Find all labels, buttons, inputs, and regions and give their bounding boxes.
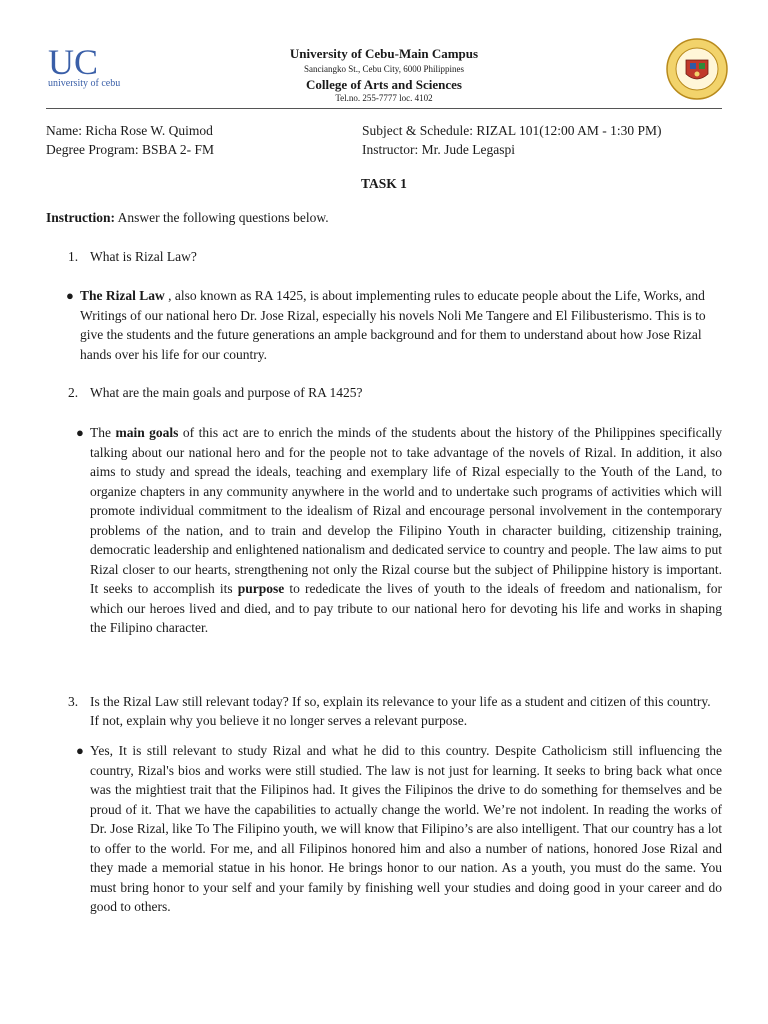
degree-program: Degree Program: BSBA 2- FM bbox=[46, 142, 214, 157]
answer-text: Yes, It is still relevant to study Rizal and what he did to this country. Despite Catholicism still influencing the country, Rizal's bios and works were still studied. The law is not just for learning. It seeks to bring back what once was the mightiest trait that the Filipinos had. It gives the Filipinos the drive to do something for themselves and be proud of it. That we have the capabilities to actually change the world. We’re not indolent. In reading the works of Dr. Jose Rizal, like To The Filipino youth, we will know that Filipino’s are also intelligent. That our country has a lot to offer to the world. For me, and all Filipinos honored him and also a number of nations, honored Jose Rizal and they made a memorial statue in his honor. He brings honor to our nation. As a youth, you must do the same. You must bring honor to your self and your family by finishing well your studies and doing good in your career and do good to others. bbox=[90, 743, 722, 914]
instructor: Instructor: Mr. Jude Legaspi bbox=[362, 142, 515, 157]
logo-text: UC bbox=[48, 44, 99, 78]
question-1 bbox=[68, 247, 718, 266]
answer-bold: The Rizal Law bbox=[80, 288, 165, 303]
question-2 bbox=[68, 383, 718, 402]
instruction bbox=[46, 210, 329, 226]
question-3 bbox=[68, 692, 722, 730]
question-number: 3. bbox=[68, 694, 79, 709]
student-info bbox=[46, 121, 214, 159]
university-name: University of Cebu-Main Campus bbox=[289, 46, 479, 61]
answer-text: , also known as RA 1425, is about implementing rules to educate people about the Life, Works, and Writings of our national hero Dr. Jose Rizal, especially his novels Noli Me Tangere and El Filibusterismo. This is to give the students and the future generations an ample background and for them to understand about how Jose Rizal hands over his life for our country. bbox=[80, 288, 706, 362]
answer-1 bbox=[66, 286, 722, 364]
question-text: What is Rizal Law? bbox=[90, 249, 197, 264]
answer-bold-goals: main goals bbox=[115, 425, 179, 440]
task-title: TASK 1 bbox=[361, 176, 407, 191]
answer-text-pre: The bbox=[90, 425, 116, 440]
telephone: Tel.no. 255-7777 loc. 4102 bbox=[335, 93, 433, 103]
answer-text-mid: of this act are to enrich the minds of the students about the history of the Philippines specifically talking about our national hero and for the people not to take advantage of the novels of Rizal. In addition, it also aims to study and spread the ideals, teaching and exemplary life of Rizal especially to the Youth of the Land, to organize chapters in any community anywhere in the world and to undertake such programs of activities which will promote individual commitment to the idealism of Rizal and encourage personal involvement in the contemporary problems of the nation, and to train and develop the Filipino Youth in character building, citizenship training, democratic leadership and enlightened nationalism and dedicated service to country and people. The law aims to put Rizal closer to our hearts, strengthening not only the Rizal course but the subject of Philippine history is important. It seeks to accomplish its bbox=[90, 425, 722, 596]
answer-2 bbox=[76, 423, 723, 638]
question-text: Is the Rizal Law still relevant today? If so, explain its relevance to your life as a student and citizen of this country. If not, explain why you believe it no longer serves a relevant purpose. bbox=[90, 694, 711, 728]
university-address: Sanciangko St., Cebu City, 6000 Philippines bbox=[304, 64, 464, 74]
bullet-icon: ● bbox=[76, 425, 84, 440]
question-number: 2. bbox=[68, 385, 79, 400]
answer-bold-purpose: purpose bbox=[237, 581, 285, 596]
logo-tagline: university of cebu bbox=[48, 78, 121, 89]
answer-3 bbox=[76, 741, 722, 917]
header-divider bbox=[46, 108, 722, 109]
instruction-label: Instruction: bbox=[46, 210, 116, 225]
bullet-icon: ● bbox=[66, 288, 74, 303]
subject-schedule: Subject & Schedule: RIZAL 101(12:00 AM - 1:30 PM) bbox=[362, 123, 662, 138]
answer-text-end: to rededicate the lives of youth to the ideals of freedom and nationalism, for which our heroes lived and died, and to pay tribute to our national hero for devoting his life and works in shaping the Filipino character. bbox=[90, 581, 723, 635]
course-info bbox=[362, 121, 661, 159]
student-name: Name: Richa Rose W. Quimod bbox=[46, 123, 213, 138]
college-name: College of Arts and Sciences bbox=[306, 77, 462, 92]
instruction-text: Answer the following questions below. bbox=[115, 210, 329, 225]
question-number: 1. bbox=[68, 249, 79, 264]
question-text: What are the main goals and purpose of RA 1425? bbox=[90, 385, 363, 400]
bullet-icon: ● bbox=[76, 743, 84, 758]
